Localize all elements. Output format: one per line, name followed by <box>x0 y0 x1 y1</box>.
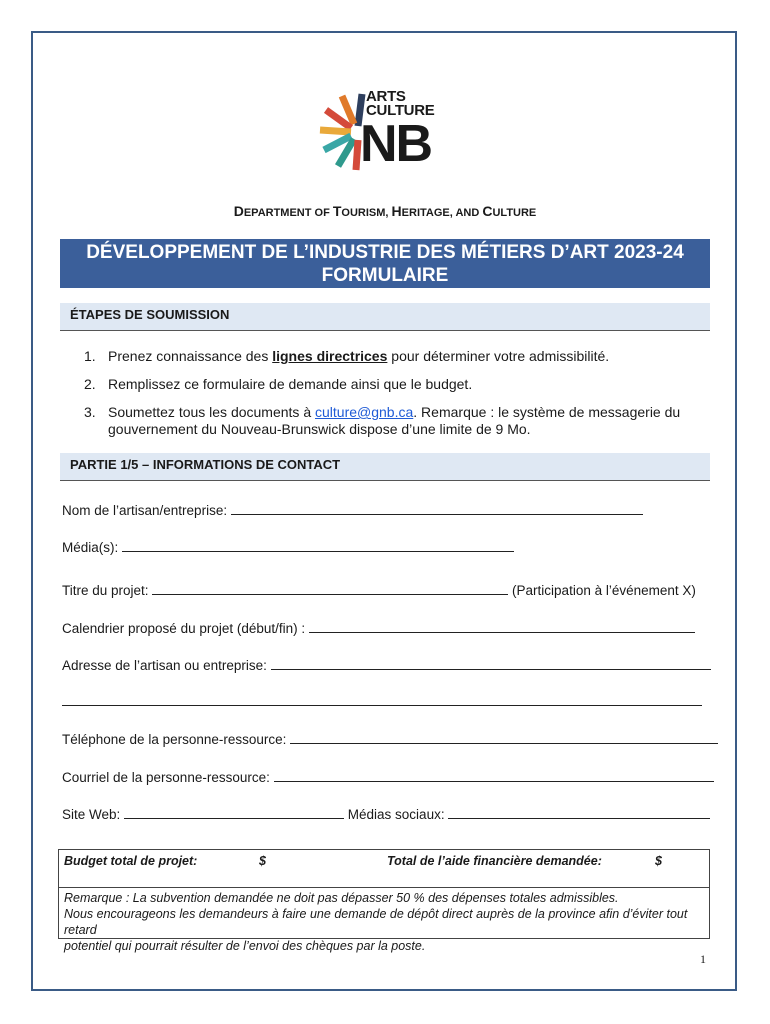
aid-currency[interactable]: $ <box>655 854 662 868</box>
artisan-name-field[interactable]: Nom de l’artisan/entreprise: <box>62 502 643 518</box>
title-line-1: DÉVELOPPEMENT DE L’INDUSTRIE DES MÉTIERS D’ART 2023-24 <box>86 242 684 263</box>
budget-total-label: Budget total de projet: <box>64 854 198 868</box>
phone-field[interactable]: Téléphone de la personne-ressource: <box>62 731 718 747</box>
logo-line-arts: ARTS <box>366 88 406 105</box>
aid-requested-label: Total de l’aide financière demandée: <box>387 854 602 868</box>
arts-culture-nb-logo <box>318 86 458 172</box>
page-number: 1 <box>700 952 706 966</box>
budget-box <box>58 849 710 953</box>
budget-note: Remarque : La subvention demandée ne doit pas dépasser 50 % des dépenses totales admissibles. Nous encourageons les demandeurs à faire une demande de dépôt direct auprès de la province afin d’éviter tout retard potentiel qui pourrait résulter de l’envoi des chèques par la poste. <box>64 891 688 953</box>
department-name: DEPARTMENT OF TOURISM, HERITAGE, AND CULTURE <box>233 203 537 219</box>
email-link[interactable]: culture@gnb.ca <box>315 404 414 420</box>
budget-row <box>59 850 709 888</box>
contact-email-field[interactable]: Courriel de la personne-ressource: <box>62 769 714 785</box>
guidelines-link[interactable]: lignes directrices <box>272 348 388 364</box>
step-3: 3. Soumettez tous les documents à culture@gnb.ca. Remarque : le système de messagerie du gouvernement du Nouveau-Brunswick dispose d’une limite de 9 Mo. <box>84 404 681 437</box>
media-field[interactable]: Média(s): <box>62 539 514 555</box>
address-field[interactable]: Adresse de l’artisan ou entreprise: <box>62 657 711 673</box>
project-schedule-field[interactable]: Calendrier proposé du projet (début/fin) : <box>62 620 695 636</box>
budget-currency[interactable]: $ <box>259 854 266 868</box>
logo-text <box>366 90 434 118</box>
title-line-2: FORMULAIRE <box>321 265 449 286</box>
part1-heading: PARTIE 1/5 – INFORMATIONS DE CONTACT <box>60 453 710 481</box>
project-title-field[interactable]: Titre du projet: (Participation à l’événement X) <box>62 583 696 598</box>
submission-steps <box>84 348 714 449</box>
form-title <box>60 239 710 288</box>
website-field[interactable]: Site Web: Médias sociaux: <box>62 806 710 822</box>
step-2: 2. Remplissez ce formulaire de demande ainsi que le budget. <box>84 376 473 392</box>
step-1: 1. Prenez connaissance des lignes directrices pour déterminer votre admissibilité. <box>84 348 610 364</box>
logo-line-culture: CULTURE <box>366 102 435 119</box>
logo-nb: NB <box>360 115 432 173</box>
submission-heading: ÉTAPES DE SOUMISSION <box>60 303 710 331</box>
address-field-line-2[interactable] <box>62 693 702 709</box>
